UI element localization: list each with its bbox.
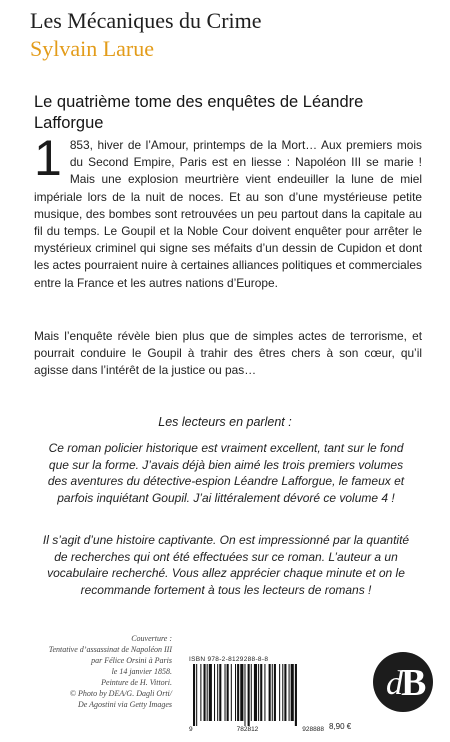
credit-line: De Agostini via Getty Images [77, 700, 172, 709]
barcode-bar [269, 664, 271, 721]
barcode-bar [209, 664, 212, 721]
barcode-bar [291, 664, 294, 721]
barcode-digit-group: 782812 [236, 726, 259, 733]
barcode-bar [251, 664, 252, 721]
credit-line: Couverture : [131, 634, 172, 643]
reader-review-1: Ce roman policier historique est vraiment excellent, tant sur le fond que sur la forme. J’avais déjà bien aimé les trois premiers volumes des aventures du détective-espion Léandre Lafforgue, le fameux et parfois inquiétant Goupil. J’ai littéralement dévoré ce volume 4 ! [47, 441, 405, 505]
barcode-bar [264, 664, 265, 721]
barcode-bar [274, 664, 276, 721]
barcode-bar [248, 664, 250, 726]
barcode-bar [240, 664, 243, 721]
barcode-bar [260, 664, 262, 721]
barcode-bar [225, 664, 226, 721]
book-author: Sylvain Larue [30, 36, 155, 61]
logo-letter-b: B [401, 662, 427, 704]
publisher-logo-icon [372, 651, 434, 713]
barcode-bars [189, 664, 324, 726]
barcode-bar [207, 664, 208, 721]
barcode-bar [284, 664, 286, 721]
barcode-digit-group: 9 [189, 726, 193, 733]
readers-heading: Les lecteurs en parlent : [158, 415, 292, 429]
book-subtitle: Le quatrième tome des enquêtes de Léandre Lafforgue [34, 93, 364, 132]
barcode-bar [214, 664, 215, 721]
barcode [189, 656, 324, 736]
credit-line: par Félice Orsini à Paris [91, 656, 172, 665]
logo-letter-d: d [386, 665, 403, 702]
cover-credits [12, 633, 172, 710]
book-title: Les Mécaniques du Crime [30, 8, 262, 33]
reader-review-2: Il s’agit d’une histoire captivante. On est impressionné par la quantité de recherches qui ont été effectuées sur ce roman. L’auteur a un vocabulaire recherché. Vous allez apprécier chaque minute et on le recommande fortement à tous les lecteurs de romans ! [42, 533, 410, 597]
credit-line: © Photo by DEA/G. Dagli Orti/ [69, 689, 172, 698]
barcode-bar [295, 664, 297, 726]
barcode-bar [282, 664, 283, 721]
barcode-bar [235, 664, 236, 721]
barcode-bar [258, 664, 259, 721]
isbn-number: ISBN 978-2-8129288-8-8 [189, 656, 269, 663]
barcode-bar [217, 664, 218, 721]
barcode-bar [219, 664, 221, 721]
credit-line: Tentative d’assassinat de Napoléon III [48, 645, 172, 654]
barcode-bar [254, 664, 257, 721]
barcode-bar [204, 664, 206, 721]
synopsis [34, 130, 422, 292]
barcode-digit-group: 928888 [302, 726, 324, 733]
barcode-bar [231, 664, 232, 721]
barcode-bar [200, 664, 201, 721]
barcode-bar [196, 664, 197, 726]
credit-line: le 14 janvier 1858. [111, 667, 172, 676]
credit-line: Peinture de H. Vittori. [101, 678, 172, 687]
price: 8,90 € [329, 722, 352, 731]
barcode-bar [272, 664, 273, 721]
drop-cap: 1 [34, 130, 62, 186]
synopsis-paragraph-1: 853, hiver de l’Amour, printemps de la Mort… Aux premiers mois du Second Empire, Paris est en liesse : Napoléon III se marie ! Mais une explosion meurtrière vient endeuiller la lune de miel impériale lors de la nuit de noces. Et au son d’une mystérieuse petite musique, des bombes sont retrouvées un peu partout dans la capitale au fil du temps. Le Goupil et la Noble Cour doivent enquêter pour arrêter le mystérieux criminel qui signe ses méfaits d’un dessin de Cupidon et dont les actes pourraient nuire à certaines alliances politiques et commerciales entre la France et les autres nations d’Europe. [34, 138, 422, 290]
synopsis-paragraph-2: Mais l’enquête révèle bien plus que de simples actes de terrorisme, et pourrait conduire le Goupil à trahir des êtres chers à son cœur, qu’il agisse dans l’intérêt de la justice ou pas… [34, 329, 422, 378]
barcode-digits [189, 726, 324, 733]
barcode-bar [227, 664, 229, 721]
barcode-bar [289, 664, 290, 721]
barcode-bar [237, 664, 239, 721]
barcode-bar [244, 664, 245, 726]
barcode-bar [193, 664, 195, 726]
barcode-bar [279, 664, 280, 721]
